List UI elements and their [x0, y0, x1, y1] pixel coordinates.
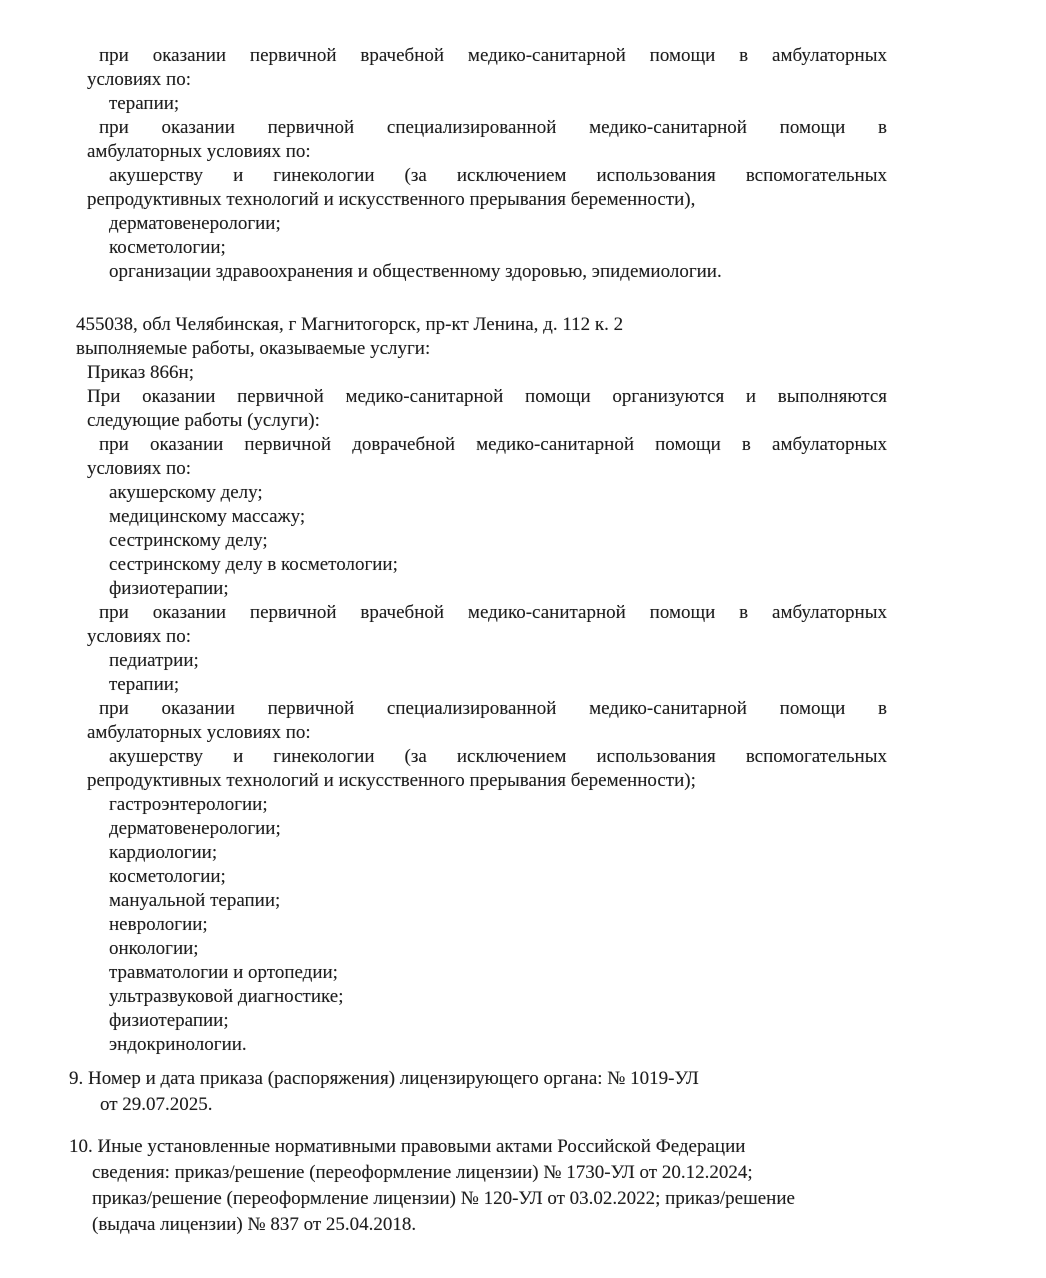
document-line: следующие работы (услуги): [87, 410, 320, 431]
document-line: косметологии; [109, 237, 226, 258]
document-line: медицинскому массажу; [109, 506, 306, 527]
document-line: акушерству и гинекологии (за исключением использования вспомогательных [109, 165, 887, 186]
document-line: приказ/решение (переоформление лицензии) № 120-УЛ от 03.02.2022; приказ/решение [92, 1188, 795, 1209]
document-line: условиях по: [87, 626, 191, 647]
document-line: акушерству и гинекологии (за исключением использования вспомогательных [109, 746, 887, 767]
document-line: дерматовенерологии; [109, 818, 281, 839]
document-line: амбулаторных условиях по: [87, 722, 311, 743]
document-line: Приказ 866н; [87, 362, 194, 383]
document-line: 9. Номер и дата приказа (распоряжения) лицензирующего органа: № 1019-УЛ [69, 1068, 699, 1089]
document-line: 10. Иные установленные нормативными правовыми актами Российской Федерации [69, 1136, 746, 1157]
document-line: условиях по: [87, 69, 191, 90]
document-line: терапии; [109, 93, 180, 114]
document-line: акушерскому делу; [109, 482, 263, 503]
document-line: организации здравоохранения и общественному здоровью, эпидемиологии. [109, 261, 722, 282]
document-line: дерматовенерологии; [109, 213, 281, 234]
document-line: амбулаторных условиях по: [87, 141, 311, 162]
document-line: физиотерапии; [109, 578, 229, 599]
document-line: терапии; [109, 674, 180, 695]
document-line: от 29.07.2025. [100, 1094, 213, 1115]
document-line: 455038, обл Челябинская, г Магнитогорск, пр-кт Ленина, д. 112 к. 2 [76, 314, 624, 335]
document-line: неврологии; [109, 914, 208, 935]
document-line: при оказании первичной врачебной медико-санитарной помощи в амбулаторных [99, 602, 887, 623]
document-line: репродуктивных технологий и искусственного прерывания беременности), [87, 189, 696, 210]
paragraph-spacer [87, 284, 887, 313]
document-line: репродуктивных технологий и искусственного прерывания беременности); [87, 770, 696, 791]
document-line: эндокринологии. [109, 1034, 247, 1055]
document-line: выполняемые работы, оказываемые услуги: [76, 338, 431, 359]
document-line: условиях по: [87, 458, 191, 479]
document-line: травматологии и ортопедии; [109, 962, 338, 983]
document-line: онкологии; [109, 938, 199, 959]
document-line: сведения: приказ/решение (переоформление лицензии) № 1730-УЛ от 20.12.2024; [92, 1162, 753, 1183]
document-line: ультразвуковой диагностике; [109, 986, 344, 1007]
document-line: мануальной терапии; [109, 890, 281, 911]
document-line: (выдача лицензии) № 837 от 25.04.2018. [92, 1214, 417, 1235]
document-line: При оказании первичной медико-санитарной помощи организуются и выполняются [87, 386, 887, 407]
document-line: при оказании первичной доврачебной медико-санитарной помощи в амбулаторных [99, 434, 887, 455]
paragraph-spacer [87, 1057, 887, 1066]
document-line: педиатрии; [109, 650, 199, 671]
document-line: физиотерапии; [109, 1010, 229, 1031]
paragraph-spacer [87, 1118, 887, 1134]
document-line: при оказании первичной специализированной медико-санитарной помощи в [99, 117, 887, 138]
license-document [69, 44, 887, 1238]
document-line: при оказании первичной врачебной медико-санитарной помощи в амбулаторных [99, 45, 887, 66]
document-line: сестринскому делу; [109, 530, 268, 551]
document-line: кардиологии; [109, 842, 218, 863]
document-line: сестринскому делу в косметологии; [109, 554, 398, 575]
document-line: гастроэнтерологии; [109, 794, 268, 815]
document-line: косметологии; [109, 866, 226, 887]
document-line: при оказании первичной специализированной медико-санитарной помощи в [99, 698, 887, 719]
